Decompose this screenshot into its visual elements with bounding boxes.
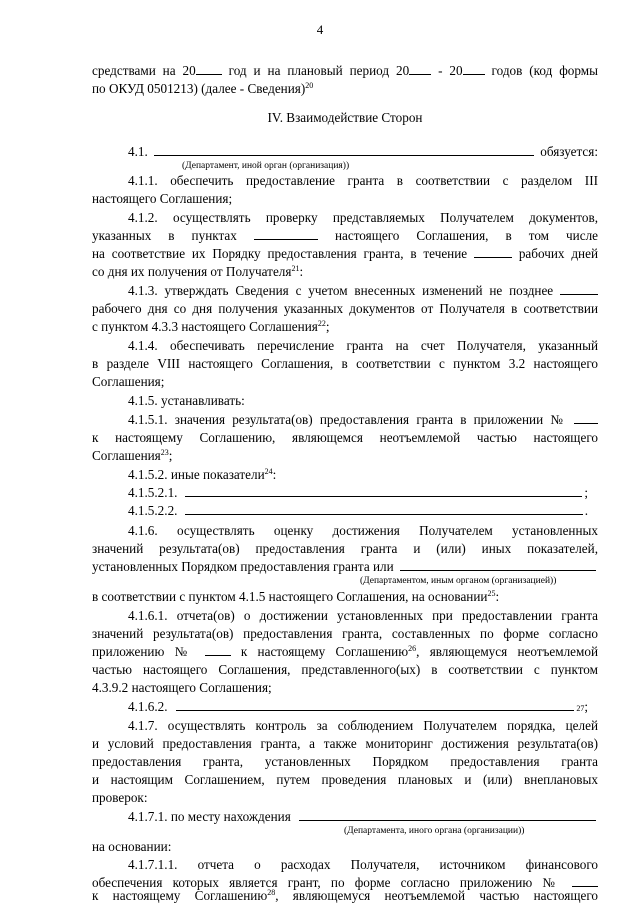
text-line: 4.1.5.2. иные показатели$^{24}$: (128, 467, 277, 482)
text-line (128, 282, 598, 300)
text-segment: 4.1.5.2. иные показатели (128, 467, 265, 482)
footnote-ref: 26 (408, 644, 417, 653)
text-line (128, 484, 588, 502)
text-segment: 4.1.7.1. по месту нахождения (128, 809, 291, 824)
text-line: к настоящему Соглашению, являющемся неотъемлемой частью настоящего (92, 430, 598, 445)
footnote-ref: 25 (487, 589, 496, 598)
text-line (92, 643, 598, 661)
text-line: значений результата(ов) предоставления гранта и (или) иных показателей, (92, 541, 598, 556)
text-segment: 4.1. (128, 144, 148, 159)
text-line: 4.1.4. обеспечивать перечисление гранта на счет Получателя, указанный (128, 338, 598, 353)
text-line: в разделе VIII настоящего Соглашения, в соответствии с пунктом 3.2 настоящего (92, 356, 598, 371)
blank-field (154, 143, 534, 156)
text-line: 4.1.2. осуществлять проверку представляемых Получателем документов, (128, 210, 598, 225)
blank-field (176, 698, 575, 711)
text-segment: рабочих дней (518, 246, 599, 261)
text-segment: годов (код формы (491, 63, 598, 78)
text-segment: 4.1.5.1. значения результата(ов) предоставления гранта в приложении № (128, 412, 567, 427)
text-line: частью настоящего Соглашения, представленного(ых) в соответствии с пунктом (92, 662, 598, 677)
text-line: 4.1.6.2. 27 ; (128, 699, 588, 714)
footnote-ref: 24 (264, 467, 273, 476)
blank-field (185, 502, 582, 515)
text-line: 4.1.7. осуществлять контроль за соблюдением Получателем порядка, целей (128, 718, 598, 733)
text-line: 4.1.5. устанавливать: (128, 393, 245, 408)
text-segment: 4.1.6.2. (128, 699, 168, 714)
text-line (92, 887, 598, 905)
text-segment: средствами на 20 (92, 63, 196, 78)
text-segment: , являющемуся неотъемлемой (416, 644, 599, 659)
text-line: предоставления гранта, установленных Порядком предоставления гранта (92, 754, 598, 769)
text-segment: обязуется: (540, 144, 598, 159)
blank-field (185, 484, 582, 497)
text-line: 4.1.6.1. отчета(ов) о достижении установленных при предоставлении гранта (128, 608, 598, 623)
text-line (128, 808, 598, 826)
text-line: 4.1.1. обеспечить предоставление гранта в соответствии с разделом III (128, 173, 598, 188)
blank-field (196, 62, 222, 75)
text-line: 4.1.6. осуществлять оценку достижения Получателем установленных (128, 523, 598, 538)
text-line (92, 80, 598, 98)
text-segment: 4.1.5.2.1. (128, 485, 178, 500)
text-segment: . (584, 503, 588, 518)
blank-field (463, 62, 485, 75)
text-line (92, 558, 598, 576)
text-line: и условий предоставления гранта, а также мониторинг достижения результата(ов) (92, 736, 598, 751)
blank-field (400, 558, 596, 571)
field-caption: (Департамента, иного органа (организации)) (344, 826, 525, 836)
text-segment: , являющемуся неотъемлемой частью настоящего (275, 888, 599, 903)
text-line: 4.1.7.1.1. отчета о расходах Получателя, источником финансового (128, 857, 598, 872)
page-number: 4 (316, 22, 324, 37)
text-segment: ; (584, 485, 588, 500)
text-line: проверок: (92, 790, 148, 805)
text-segment: с пунктом 4.3.3 настоящего Соглашения (92, 319, 318, 334)
text-line: с пунктом 4.3.3 настоящего Соглашения$^{22}$; (92, 319, 330, 334)
text-line (92, 62, 598, 80)
text-segment: по ОКУД 0501213) (далее - Сведения) (92, 81, 306, 96)
blank-field (560, 282, 598, 295)
text-segment: ; (584, 699, 588, 714)
footnote-ref: 22 (317, 319, 326, 328)
text-line: и настоящим Соглашением, путем проведения плановых и (или) внеплановых (92, 772, 598, 787)
text-segment: в соответствии с пунктом 4.1.5 настоящего Соглашения, на основании (92, 589, 488, 604)
field-caption: (Департаментом, иным органом (организацией)) (360, 576, 557, 586)
text-segment: 20 (449, 63, 463, 78)
blank-field (205, 643, 231, 656)
text-segment: к настоящему Соглашению (240, 644, 409, 659)
text-line (128, 502, 588, 520)
text-segment: к настоящему Соглашению (92, 888, 268, 903)
text-line (128, 411, 598, 429)
text-line (128, 143, 598, 161)
text-line: значений результата(ов) предоставления гранта, составленных по форме согласно (92, 626, 598, 641)
text-line: в соответствии с пунктом 4.1.5 настоящего Соглашения, на основании$^{25}$: (92, 589, 500, 604)
text-line (92, 227, 598, 245)
text-line: настоящего Соглашения; (92, 191, 233, 206)
field-caption: (Департамент, иной орган (организация)) (182, 161, 350, 171)
blank-field (254, 227, 318, 240)
footnote-ref: 20 (305, 81, 314, 90)
text-segment: Соглашения (92, 448, 161, 463)
text-line: рабочего дня со дня получения указанных документов от Получателя в соответствии (92, 301, 598, 316)
text-segment: со дня их получения от Получателя (92, 264, 292, 279)
text-segment: 4.1.3. утверждать Сведения с учетом внесенных изменений не позднее (128, 283, 554, 298)
text-segment: установленных Порядком предоставления гранта или (92, 559, 394, 574)
text-line: Соглашения; (92, 374, 165, 389)
blank-field (474, 245, 512, 258)
text-segment: обеспечения которых является грант, по форме согласно приложению № (92, 875, 562, 890)
text-segment: 4.1.5.2.2. (128, 503, 178, 518)
text-segment: на соответствие их Порядку предоставления гранта, в течение (92, 246, 468, 261)
blank-field (409, 62, 431, 75)
text-line: со дня их получения от Получателя$^{21}$: (92, 264, 304, 279)
footnote-ref: 28 (267, 888, 276, 897)
text-segment: приложению № (92, 644, 195, 659)
text-line: на основании: (92, 839, 172, 854)
footnote-ref: 23 (160, 448, 169, 457)
footnote-ref: 21 (291, 264, 300, 273)
text-segment: указанных в пунктах (92, 228, 237, 243)
blank-field (572, 874, 598, 887)
section-title: IV. Взаимодействие Сторон (267, 110, 423, 125)
blank-field (574, 411, 598, 424)
text-segment: - (438, 63, 443, 78)
text-segment: год и на плановый период 20 (228, 63, 410, 78)
text-segment: настоящего Соглашения, в том числе (334, 228, 599, 243)
text-line: 4.3.9.2 настоящего Соглашения; (92, 680, 272, 695)
text-line (92, 245, 598, 263)
text-line: Соглашения$^{23}$; (92, 448, 173, 463)
blank-field (299, 808, 596, 821)
